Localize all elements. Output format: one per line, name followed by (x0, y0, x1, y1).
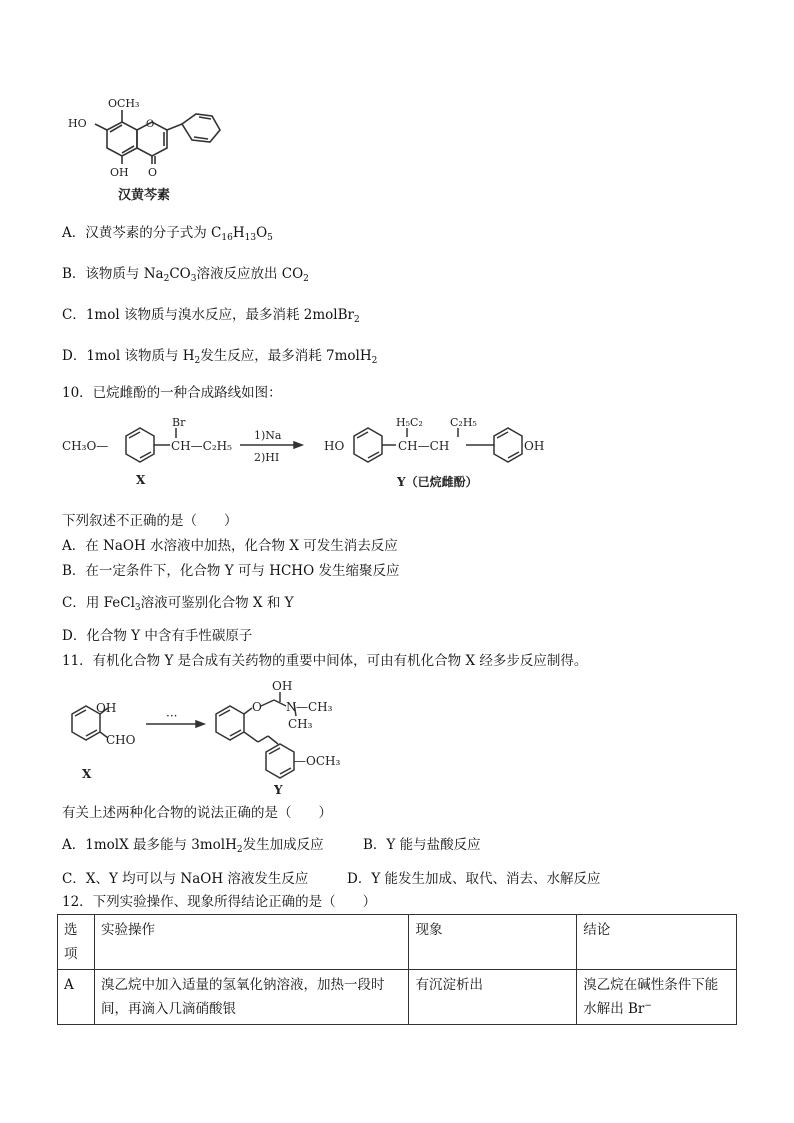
compound-name: 汉黄芩素 (118, 188, 171, 203)
condition-1: 1)Na (254, 429, 282, 442)
y-ch3-right-label: —CH₃ (296, 700, 333, 714)
y-label: Y (274, 783, 283, 797)
q9-option-a: A．汉黄芩素的分子式为 $C_{16}H_{13}O_5$ (62, 225, 273, 243)
wogonin-structure (62, 96, 272, 204)
y-ch3-down-label: CH₃ (288, 717, 313, 731)
row-conclusion: 溴乙烷在碱性条件下能水解出 Br− (577, 970, 737, 1025)
y-oh-label: OH (524, 439, 545, 453)
header-phenomenon: 现象 (409, 915, 577, 970)
table-row (58, 970, 737, 1025)
x-label: X (136, 473, 146, 487)
y-ho-label: HO (324, 439, 345, 453)
row-phenomenon: 有沉淀析出 (409, 970, 577, 1025)
ho-label: HO (68, 117, 87, 130)
q10-stem: 10．已烷雌酚的一种合成路线如图： (62, 385, 282, 401)
y-label: Y（已烷雌酚） (397, 475, 478, 489)
och3-label: OCH₃ (108, 97, 140, 110)
x-label: X (82, 767, 92, 781)
ring-o-label: O (146, 119, 155, 130)
q10-scheme (62, 414, 572, 500)
arrow-dots: ··· (166, 709, 178, 723)
q10-option-a: A．在 NaOH 水溶液中加热，化合物 X 可发生消去反应 (62, 538, 398, 554)
q11-option-d: D．Y 能发生加成、取代、消去、水解反应 (347, 871, 601, 887)
q12-table (57, 914, 737, 1025)
condition-2: 2)HI (254, 451, 280, 464)
x-br-label: Br (172, 416, 186, 429)
q10-question: 下列叙述不正确的是（ ） (62, 513, 238, 529)
q11-option-c: C．X、Y 均可以与 NaOH 溶液发生反应 (62, 871, 309, 887)
x-cho-label: CHO (106, 733, 136, 747)
row-operation: 溴乙烷中加入适量的氢氧化钠溶液，加热一段时间，再滴入几滴硝酸银 (94, 970, 409, 1025)
q11-question: 有关上述两种化合物的说法正确的是（ ） (62, 805, 332, 821)
q10-option-d: D．化合物 Y 中含有手性碳原子 (62, 628, 253, 644)
header-conclusion: 结论 (577, 915, 737, 970)
header-option: 选项 (58, 915, 95, 970)
y-oh-label: OH (272, 679, 293, 693)
row-option: A (58, 970, 95, 1025)
q12-stem: 12．下列实验操作、现象所得结论正确的是（ ） (62, 894, 377, 910)
oh-label: OH (110, 166, 129, 179)
x-oh-label: OH (96, 701, 117, 715)
q11-option-b: B．Y 能与盐酸反应 (363, 837, 481, 853)
q10-option-b: B．在一定条件下，化合物 Y 可与 HCHO 发生缩聚反应 (62, 563, 400, 579)
header-operation: 实验操作 (94, 915, 409, 970)
carbonyl-o-label: O (148, 166, 158, 179)
q11-stem: 11．有机化合物 Y 是合成有关药物的重要中间体，可由有机化合物 X 经多步反应制得。 (62, 653, 588, 669)
table-header-row (58, 915, 737, 970)
y-h5c2-label: H₅C₂ (396, 416, 423, 429)
q9-option-d: D．1mol 该物质与 $H_2$发生反应，最多消耗 7molH$_2$ (62, 348, 378, 366)
y-chain-label: CH—CH (398, 439, 450, 453)
x-chain-label: CH—C₂H₅ (171, 439, 232, 453)
q9-option-c: C．1mol 该物质与溴水反应，最多消耗 2molBr$_2$ (62, 307, 360, 325)
q10-option-c: C．用 FeCl$_3$溶液可鉴别化合物 X 和 Y (62, 595, 294, 613)
x-methoxy-label: CH₃O— (62, 439, 109, 453)
q9-option-b: B．该物质与 $Na_2CO_3$溶液反应放出 $CO_2$ (62, 266, 309, 284)
y-n-label: N (286, 700, 297, 714)
q11-option-a: A．1molX 最多能与 3molH$_2$发生加成反应 (62, 837, 324, 855)
y-och3-label: —OCH₃ (294, 754, 341, 768)
q11-scheme (62, 678, 362, 800)
y-o-label: O (252, 700, 262, 714)
y-c2h5-label: C₂H₅ (450, 416, 477, 429)
